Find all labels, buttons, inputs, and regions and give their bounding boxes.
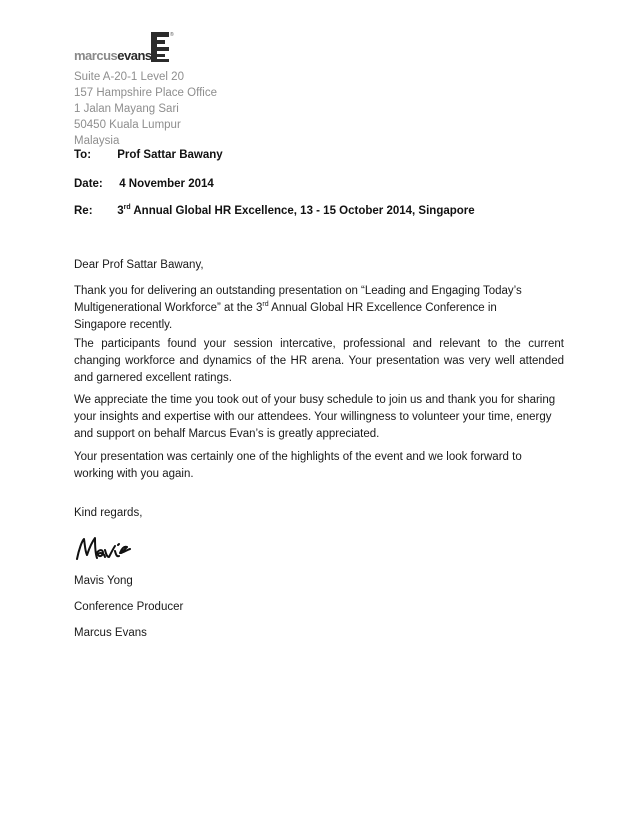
address-line: 157 Hampshire Place Office (74, 87, 217, 99)
address-line: 50450 Kuala Lumpur (74, 119, 181, 131)
to-label: To: (74, 149, 92, 161)
sender-address (74, 69, 217, 149)
logo-word-evans: evans (117, 48, 152, 63)
registered-mark: ® (170, 32, 174, 38)
date-field (74, 178, 214, 190)
paragraph-3-text: We appreciate the time you took out of your busy schedule to join us and thank you for sharing your insights and expertise with our attendees. Your willingness to volunteer your time, energy and support on behalf Marcus Evan’s is greatly appreciated. (74, 394, 556, 440)
signer-name: Mavis Yong (74, 575, 133, 587)
re-ordinal-suffix: rd (123, 204, 131, 212)
paragraph-4-text: Your presentation was certainly one of the highlights of the event and we look forward to working with you again. (74, 451, 522, 480)
address-line: Suite A-20-1 Level 20 (74, 71, 184, 83)
paragraph-4 (74, 449, 564, 483)
re-ordinal: 3 (117, 205, 124, 217)
logo-word-marcus: marcus (74, 48, 118, 63)
p1-part-b: Annual Global HR Excellence Conference in Singapore recently. (74, 302, 497, 331)
closing-text: Kind regards, (74, 507, 143, 519)
paragraph-2 (74, 336, 564, 387)
paragraph-1 (74, 283, 544, 334)
closing (74, 505, 564, 522)
logo-wordmark (74, 49, 152, 62)
logo-e-mark-icon (151, 32, 169, 62)
signer-company: Marcus Evans (74, 627, 147, 639)
address-line: Malaysia (74, 135, 120, 147)
salutation-text: Dear Prof Sattar Bawany, (74, 259, 204, 271)
marcus-evans-logo (74, 32, 184, 66)
re-subject: Annual Global HR Excellence, 13 - 15 October 2014, Singapore (130, 205, 475, 217)
re-label: Re: (74, 205, 93, 217)
paragraph-3 (74, 392, 564, 443)
paragraph-2-text: The participants found your session intercative, professional and relevant to the current changing workforce and dynamics of the HR arena. Your presentation was very well attended and garnered excellent ratings. (74, 338, 564, 384)
to-field (74, 149, 223, 161)
to-value: Prof Sattar Bawany (117, 149, 223, 161)
signer-title: Conference Producer (74, 601, 184, 613)
p1-ordinal-suffix: rd (262, 301, 269, 309)
address-line: 1 Jalan Mayang Sari (74, 103, 179, 115)
re-value (117, 205, 474, 217)
p1-part-a: Thank you for delivering an outstanding presentation on “Leading and Engaging Today’s Multigenerational Workforce” at the 3 (74, 285, 522, 314)
handwritten-signature (74, 533, 134, 565)
salutation (74, 257, 564, 274)
date-label: Date: (74, 178, 103, 190)
paragraph-1-text (74, 283, 544, 334)
date-value: 4 November 2014 (119, 178, 214, 190)
re-field (74, 205, 475, 217)
